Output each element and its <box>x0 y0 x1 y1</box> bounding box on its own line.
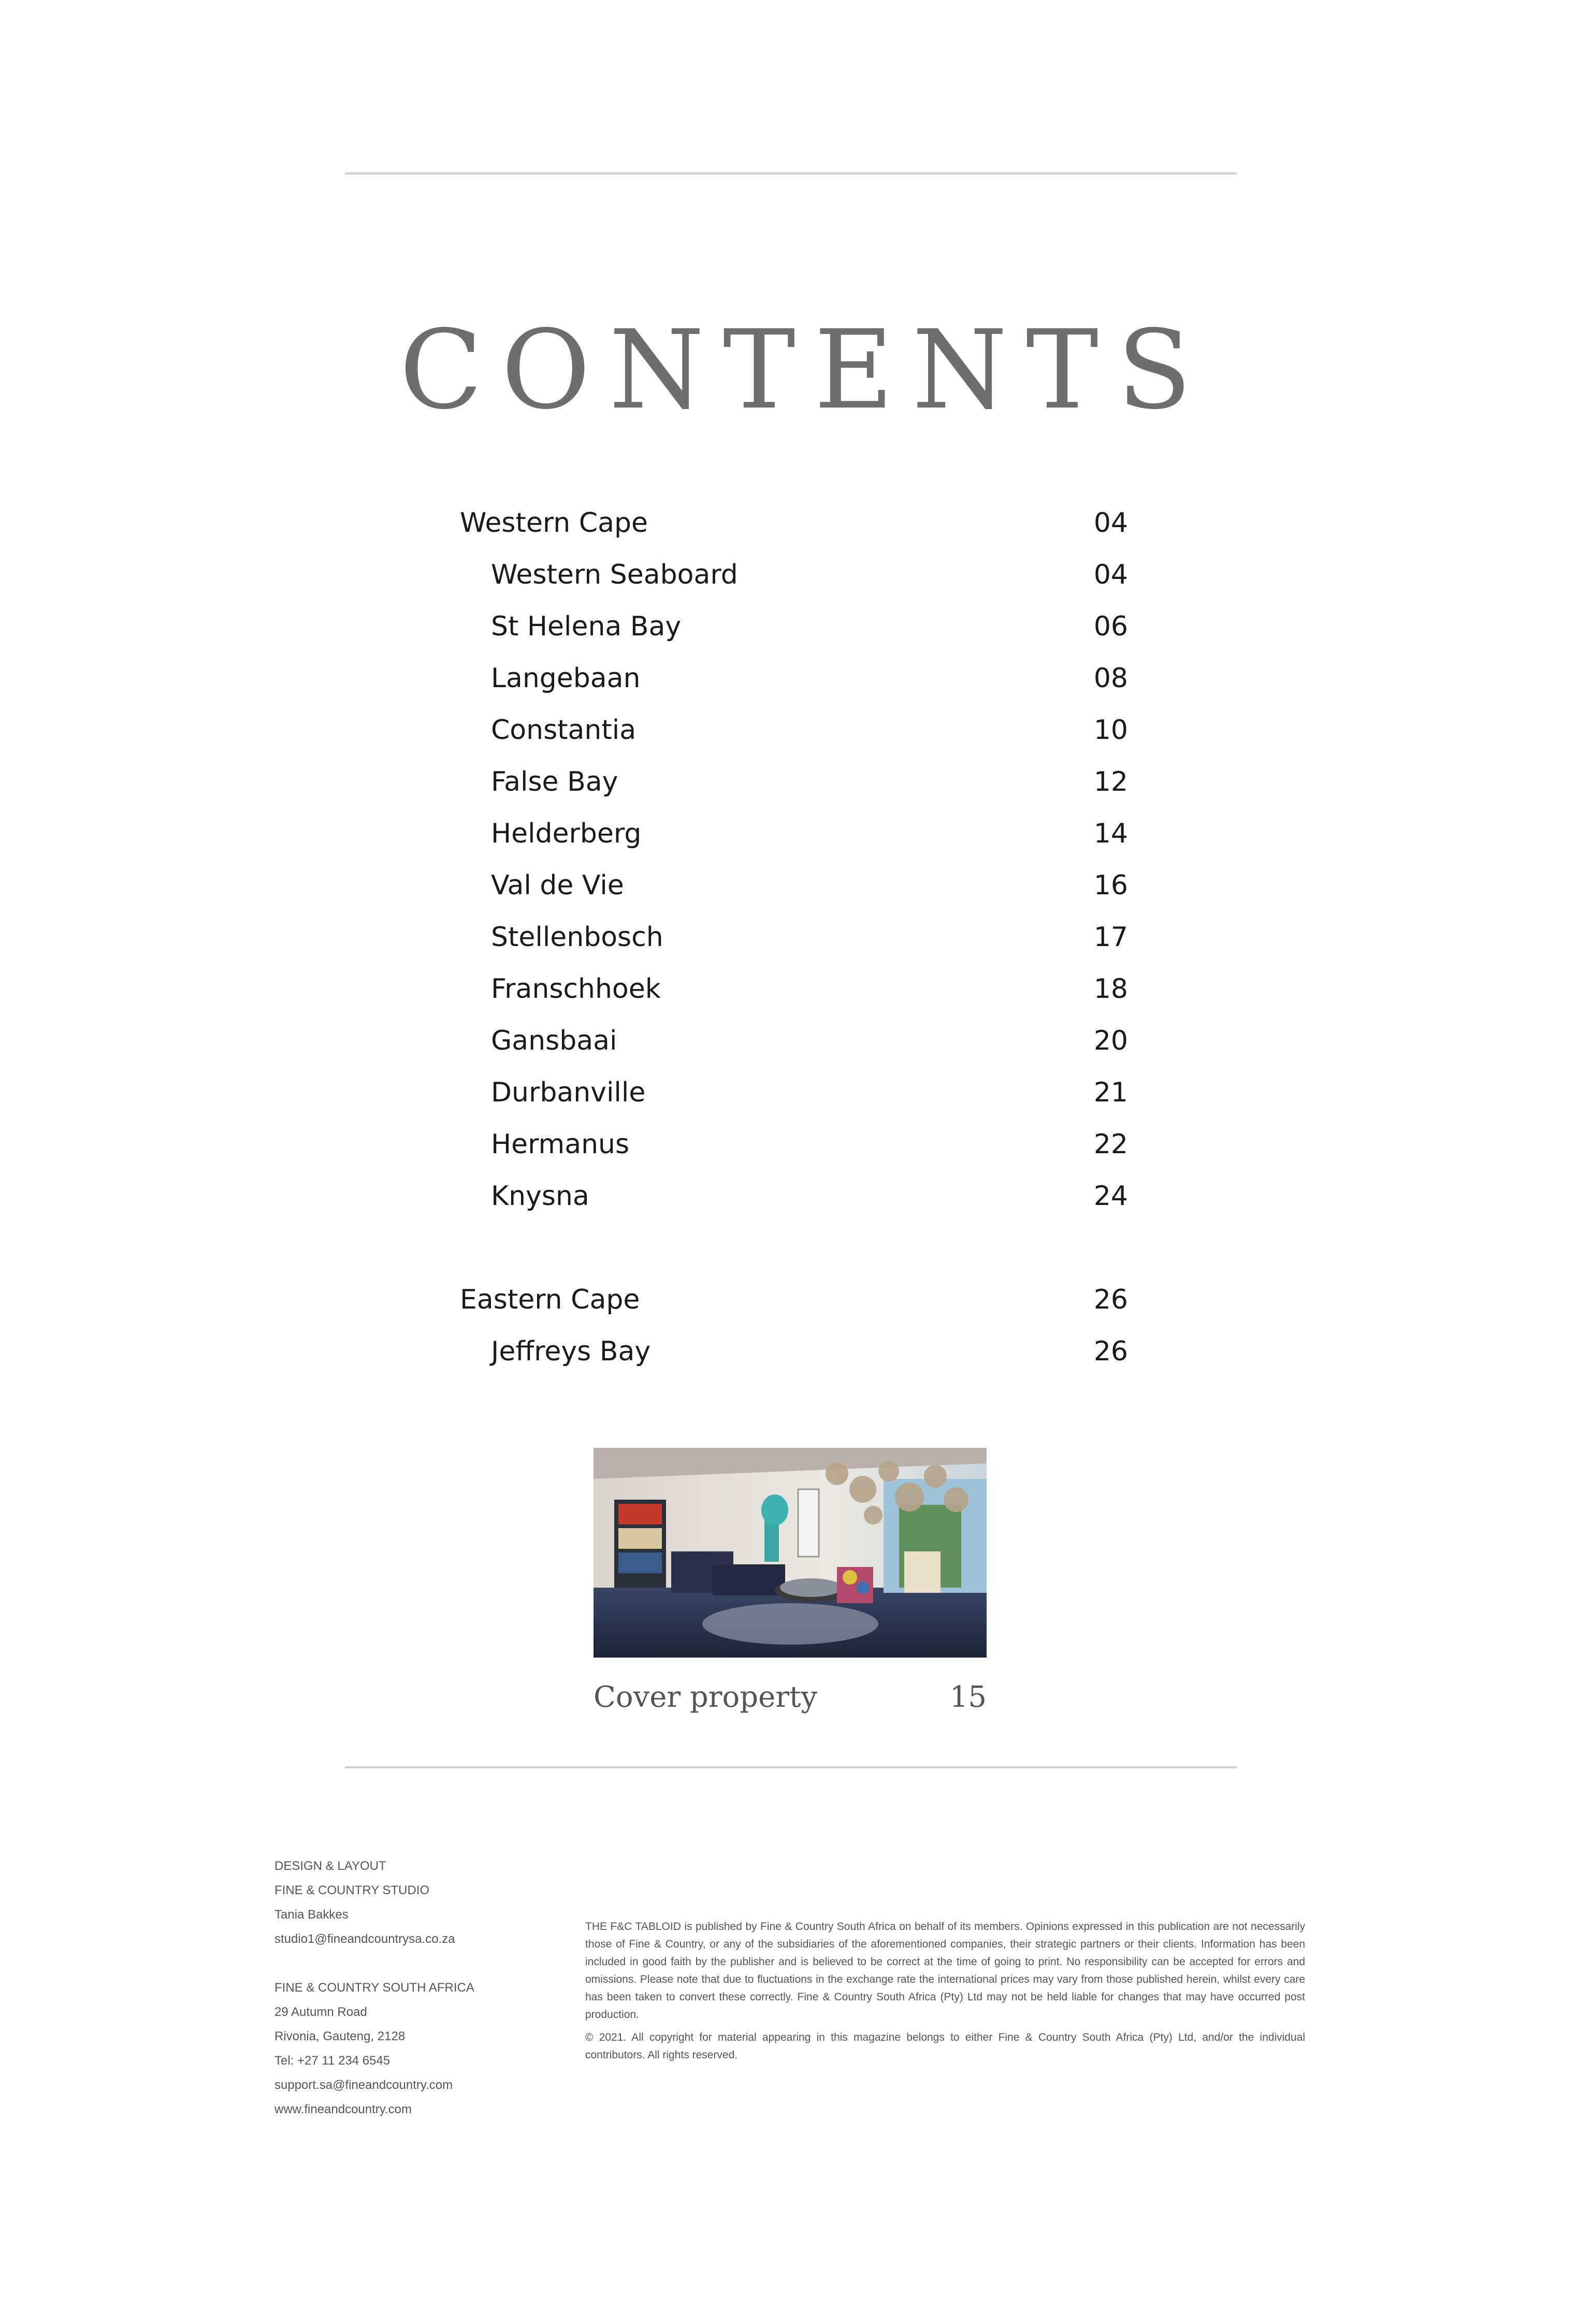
credits-spacer <box>274 1951 565 1976</box>
cover-property-caption <box>594 1680 987 1717</box>
toc-page-number: 17 <box>1093 922 1128 953</box>
toc-label: Langebaan <box>491 663 641 694</box>
toc-page-number: 26 <box>1093 1284 1128 1315</box>
toc-page-number: 21 <box>1093 1077 1128 1108</box>
toc-item-gansbaai[interactable] <box>460 1015 1128 1067</box>
interior-photo-image <box>594 1448 987 1658</box>
toc-label: Constantia <box>491 715 637 746</box>
toc-page-number: 14 <box>1093 818 1128 849</box>
toc-spacer <box>460 1222 1128 1274</box>
toc-page-number: 20 <box>1093 1025 1128 1056</box>
page-title: CONTENTS <box>399 307 1210 433</box>
toc-page-number: 08 <box>1093 663 1128 694</box>
toc-page-number: 04 <box>1093 507 1128 539</box>
cover-property-label: Cover property <box>594 1680 818 1714</box>
company-name: FINE & COUNTRY SOUTH AFRICA <box>274 1981 474 1995</box>
cover-property-photo[interactable] <box>594 1448 987 1658</box>
toc-item-jeffreys-bay[interactable] <box>460 1326 1128 1377</box>
design-heading: DESIGN & LAYOUT <box>274 1859 386 1873</box>
toc-section-western-cape[interactable] <box>460 497 1128 549</box>
toc-item-durbanville[interactable] <box>460 1067 1128 1119</box>
toc-label: Val de Vie <box>491 870 624 901</box>
toc-item-hermanus[interactable] <box>460 1119 1128 1170</box>
top-divider <box>345 172 1237 175</box>
toc-label: Stellenbosch <box>491 922 663 953</box>
address-line-1: 29 Autumn Road <box>274 2005 367 2019</box>
toc-item-western-seaboard[interactable] <box>460 549 1128 601</box>
cover-property-page: 15 <box>949 1680 987 1714</box>
toc-label: Hermanus <box>491 1129 630 1160</box>
toc-section-eastern-cape[interactable] <box>460 1274 1128 1326</box>
bottom-divider <box>345 1766 1237 1768</box>
toc-item-false-bay[interactable] <box>460 756 1128 808</box>
designer-name: Tania Bakkes <box>274 1908 349 1922</box>
telephone: Tel: +27 11 234 6545 <box>274 2054 390 2068</box>
toc-item-franschhoek[interactable] <box>460 963 1128 1015</box>
toc-page-number: 26 <box>1093 1336 1128 1367</box>
credits-block <box>274 1854 565 2122</box>
toc-label: Western Cape <box>460 507 648 539</box>
table-of-contents <box>460 497 1128 1377</box>
website-link[interactable]: www.fineandcountry.com <box>274 2102 412 2116</box>
toc-label: Durbanville <box>491 1077 646 1108</box>
toc-page-number: 18 <box>1093 974 1128 1005</box>
toc-label: Helderberg <box>491 818 642 849</box>
toc-item-helderberg[interactable] <box>460 808 1128 860</box>
toc-page-number: 06 <box>1093 611 1128 642</box>
toc-label: St Helena Bay <box>491 611 682 642</box>
toc-page-number: 22 <box>1093 1129 1128 1160</box>
address-line-2: Rivonia, Gauteng, 2128 <box>274 2029 406 2043</box>
toc-item-langebaan[interactable] <box>460 652 1128 704</box>
toc-label: Jeffreys Bay <box>491 1336 651 1367</box>
toc-page-number: 10 <box>1093 715 1128 746</box>
toc-label: False Bay <box>491 766 618 797</box>
toc-item-st-helena-bay[interactable] <box>460 601 1128 652</box>
toc-page-number: 12 <box>1093 766 1128 797</box>
disclaimer-block <box>585 1918 1305 2069</box>
toc-page-number: 24 <box>1093 1181 1128 1212</box>
toc-label: Franschhoek <box>491 974 661 1005</box>
toc-label: Eastern Cape <box>460 1284 640 1315</box>
disclaimer-text: THE F&C TABLOID is published by Fine & Country South Africa on behalf of its members. Opinions expressed in this publication are not necessarily those of Fine & Country, or any of the subsidiaries of the aforementioned companies, their strategic partners or their clients. Information has been included in good faith by the publisher and is believed to be correct at the time of going to print. No responsibility can be accepted for errors and omissions. Please note that due to fluctuations in the exchange rate the international prices may vary from those published herein, whilst every care has been taken to convert these correctly. Fine & Country South Africa (Pty) Ltd may not be held liable for changes that may have occurred post production. <box>585 1921 1305 2021</box>
toc-label: Gansbaai <box>491 1025 617 1056</box>
toc-item-knysna[interactable] <box>460 1170 1128 1222</box>
toc-item-constantia[interactable] <box>460 704 1128 756</box>
studio-name: FINE & COUNTRY STUDIO <box>274 1883 430 1897</box>
toc-item-val-de-vie[interactable] <box>460 860 1128 911</box>
toc-page-number: 16 <box>1093 870 1128 901</box>
copyright-text: © 2021. All copyright for material appearing in this magazine belongs to either Fine & Country South Africa (Pty) Ltd, and/or the individual contributors. All rights reserved. <box>585 2031 1305 2061</box>
toc-label: Western Seaboard <box>491 559 738 590</box>
toc-label: Knysna <box>491 1181 589 1212</box>
support-email-link[interactable]: support.sa@fineandcountry.com <box>274 2078 453 2092</box>
toc-page-number: 04 <box>1093 559 1128 590</box>
studio-email-link[interactable]: studio1@fineandcountrysa.co.za <box>274 1932 455 1946</box>
toc-item-stellenbosch[interactable] <box>460 911 1128 963</box>
